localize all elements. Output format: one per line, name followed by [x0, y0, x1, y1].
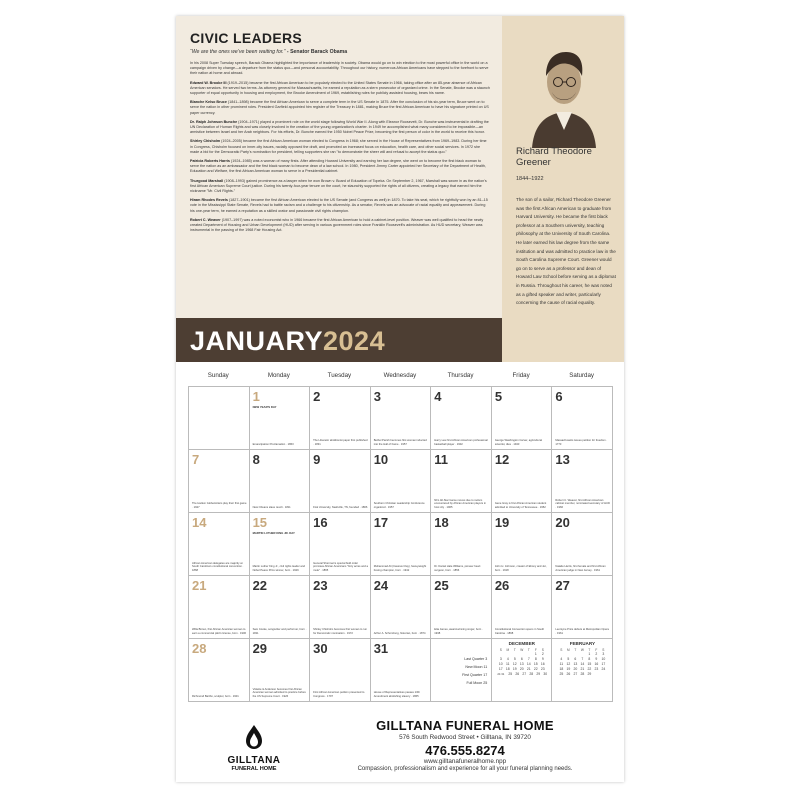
mini-day: 4 [506, 657, 509, 661]
feature-name: Richard Theodore Greener [516, 146, 592, 168]
day-event: Constitutional Convention opens in South Carolina · 1868 [494, 628, 545, 635]
mini-weekday: T [588, 648, 591, 652]
holiday-label: MARTIN LUTHER KING JR. DAY [252, 531, 295, 535]
bio-paragraph [190, 100, 490, 116]
mini-day: 16 [540, 662, 545, 666]
mini-weekday: T [513, 648, 516, 652]
business-name: GILLTANA FUNERAL HOME [376, 718, 554, 733]
day-number: 29 [252, 641, 268, 656]
bio-text: (1924–1985) was a woman of many firsts. After attending Howard University and earning her law degree, she went on to become the first black woman to serve the nation as an ambassador and the first black woman to become dean of a law school. In 1980, President Jimmy Carter appointed her Secretary of the Department of Health, Education and Welfare, the first African American woman to serve in a Presidential cabinet. [190, 159, 486, 174]
day-number: 16 [313, 515, 328, 530]
logo-name: GILLTANA [227, 755, 281, 766]
weekday-label: Wednesday [383, 372, 417, 379]
mini-day: 26 [515, 672, 520, 676]
day-number: 1 [252, 389, 260, 404]
mini-day: 11 [506, 662, 510, 666]
mini-day: 7 [527, 657, 530, 661]
mini-day: 4 [560, 657, 563, 661]
mini-day: 12 [566, 662, 571, 666]
mini-day: 13 [573, 662, 578, 666]
mini-weekday: W [580, 648, 584, 652]
day-event: The Harlem Globetrotters play their first game · 1927 [192, 502, 247, 509]
weekday-label: Monday [267, 372, 290, 379]
mini-day: 21 [580, 667, 585, 671]
day-event: Dr. Daniel Hale Williams, pioneer heart surgeon, born · 1856 [434, 565, 481, 572]
day-number: 17 [373, 515, 389, 530]
mini-day: 28 [580, 672, 585, 676]
ad-copy [330, 718, 600, 772]
mini-day: 10 [601, 657, 606, 661]
day-cell [552, 387, 613, 450]
day-cell [250, 639, 311, 702]
day-number: 25 [434, 578, 449, 593]
bio-text: (1908–1993) gained prominence as a lawyer when he won Brown v. Board of Education of Topeka. On September 2, 1967, Marshall was sworn in as the nation's first African American Supreme Court justice. During his twenty-four-year tenure on the court, he staunchly supported the rights of all citizens, creating a legacy that earned him the nickname "Mr. Civil Rights." [190, 178, 487, 194]
day-number: 28 [192, 641, 207, 656]
mini-day: 24 31 [497, 672, 505, 676]
mini-day: 25 [559, 672, 564, 676]
day-event: Robert C. Weaver, first African American cabinet member, nominated secretary of HUD · 1966 [555, 499, 610, 509]
mini-day: 8 [534, 657, 537, 661]
day-event: Shirley Chisholm becomes first woman to run for Democratic nomination · 1972 [313, 628, 368, 635]
moon-phase: Full Moon 25 [466, 681, 488, 685]
feature-bio: The son of a sailor, Richard Theodore Greener was the first African American to graduate from Harvard University. He became the first black professor at a Southern university, teaching philosophy at the University of South Carolina. He later earned his law degree from the same institution and was admitted to practice law in the South Carolina Supreme Court. Greener would go on to serve as a professor and dean of Howard Law School before serving as a diplomat in Russia. Throughout his career, he was noted as a gifted speaker and writer, particularly concerning the cause of racial equality. [516, 197, 616, 306]
mini-day: 11 [559, 662, 564, 666]
day-number: 26 [494, 578, 510, 593]
bio-paragraph [190, 218, 490, 234]
mini-day: 18 [559, 667, 564, 671]
logo-subtitle: FUNERAL HOME [231, 766, 277, 772]
mini-day: 9 [595, 657, 598, 661]
business-address: 576 South Redwood Street • Gilltana, IN 39720 [399, 734, 531, 741]
bio-paragraph [190, 61, 490, 77]
day-event: Gene Gray is first African American student admitted to University of Tennessee · 1952 [494, 502, 547, 509]
day-event: The Liberator abolitionist paper first published · 1831 [313, 439, 368, 446]
mini-day: 29 [536, 672, 541, 676]
flame-icon [244, 724, 264, 750]
mini-day: 23 [594, 667, 599, 671]
day-cell [552, 576, 613, 639]
mini-day: 25 [508, 672, 513, 676]
mini-calendar [552, 641, 612, 677]
mini-day: 18 [505, 667, 510, 671]
business-phone: 476.555.8274 [425, 743, 505, 758]
day-number: 2 [313, 389, 321, 404]
bio-paragraph [190, 120, 490, 136]
mini-day: 2 [595, 652, 598, 656]
weekday-label: Sunday [207, 372, 229, 379]
mini-day: 6 [574, 657, 577, 661]
mini-calendar-cell [492, 639, 553, 702]
mini-day: 19 [566, 667, 571, 671]
day-cell [431, 387, 492, 450]
day-event: Arthur A. Schomburg, historian, born · 1874 [373, 631, 426, 635]
mini-day [593, 672, 600, 677]
mini-day: 24 [601, 667, 606, 671]
mini-day: 8 [588, 657, 591, 661]
day-event: Southern Christian Leadership Conference organized · 1957 [373, 502, 425, 509]
bio-text: (1924–2005) became the first African American woman elected to Congress in 1968; she served in the House of Representatives from 1969–1983. During her time in Congress, Chisholm focused on inner-city issues, racially opposed the draft, and promoted an increased focus on education, health care, and other social services. In 1972 she made a bid for the Democratic Party's nomination for president, telling supporters she ran "to demonstrate the sheer will and refusal to accept the status quo." [190, 139, 487, 154]
day-number: 3 [373, 389, 381, 404]
day-number: 7 [192, 452, 200, 467]
day-cell [431, 576, 492, 639]
day-cell [492, 576, 553, 639]
mini-weekday: T [527, 648, 530, 652]
mini-day: 14 [580, 662, 585, 666]
mini-weekday: T [574, 648, 577, 652]
day-number: 21 [192, 578, 207, 593]
day-number: 6 [555, 389, 563, 404]
day-event: Willa Brown, first African American woman to earn a commercial pilot's license, born · 1906 [192, 628, 246, 635]
mini-week [492, 672, 552, 677]
day-number: 4 [434, 389, 442, 404]
mini-day: 20 [519, 667, 524, 671]
month-banner [176, 318, 502, 362]
mini-day: 15 [587, 662, 592, 666]
mini-day: 23 [540, 667, 545, 671]
bio-paragraph [190, 159, 490, 175]
day-cell [431, 513, 492, 576]
mini-weekday: M [567, 648, 570, 652]
funeral-home-logo [214, 724, 294, 772]
bio-text: In his 2008 Super Tuesday speech, Barack Obama highlighted the importance of leadership in society. Obama would go on to win election to the most powerful office in the world on a campaign driven by change—a departure from the status quo—and personal accountability. Throughout our history, numerous African Americans have stepped to the forefront to serve their nation at home and abroad. [190, 61, 489, 76]
mini-day: 20 [573, 667, 578, 671]
day-event: Violette & Anderson becomes first African American woman admitted to practice before the US Supreme Court · 1926 [252, 688, 306, 698]
feature-years: 1844–1922 [516, 176, 544, 182]
calendar-week [189, 450, 613, 513]
bio-name: Shirley Chisholm [190, 139, 221, 144]
bio-paragraph [190, 179, 490, 195]
bios-list [190, 61, 490, 237]
day-event: Harry Lew first African American professional basketball player · 1902 [434, 439, 488, 446]
mini-day: 28 [529, 672, 534, 676]
bio-text: (1904–1971) played a prominent role on the world stage following World War II. Along with Eleanor Roosevelt, Dr. Bunche was instrumental in drafting the UN Declaration of Human Rights and was closely involved in the creation of the young organization's charter. In 1949 he accomplished what many considered to be impossible—an armistice between Israel and her Arab neighbors. For his efforts, Dr. Bunche earned the 1950 Nobel Peace Prize, becoming the first person of color in the world to receive this honor. [190, 119, 489, 135]
mini-weekday: S [499, 648, 502, 652]
day-number: 8 [252, 452, 260, 467]
mini-day: 5 [513, 657, 516, 661]
mini-day: 13 [519, 662, 524, 666]
mini-day: 1 [534, 652, 537, 656]
day-number: 24 [373, 578, 389, 593]
day-number: 10 [373, 452, 389, 467]
mini-calendar-cell [552, 639, 613, 702]
mini-day: 19 [512, 667, 517, 671]
day-event: Muhammad Ali (Cassius Clay), heavyweight boxing champion, born · 1942 [373, 565, 427, 572]
portrait-image [518, 38, 610, 148]
business-tagline: Compassion, professionalism and experience for all your funeral planning needs. [357, 766, 573, 772]
day-cell [492, 387, 553, 450]
mini-weekday: S [602, 648, 605, 652]
day-event: Leontyne Price debuts at Metropolitan Opera · 1961 [555, 628, 609, 635]
mini-day [600, 672, 607, 677]
mini-day: 21 [526, 667, 531, 671]
day-number: 18 [434, 515, 449, 530]
day-cell [310, 513, 371, 576]
day-event: Natalie Harris, first female and first African American judge in New Jersey · 1961 [555, 565, 606, 572]
calendar-week [189, 513, 613, 576]
day-number: 5 [494, 389, 503, 404]
mini-weekday: W [520, 648, 524, 652]
mini-day: 14 [526, 662, 531, 666]
bio-paragraph [190, 198, 490, 214]
day-number: 11 [434, 452, 448, 467]
day-event: New Orleans slave revolt · 1811 [252, 505, 291, 509]
weekday-label: Friday [512, 372, 530, 379]
bio-name: Thurgood Marshall [190, 178, 224, 183]
mini-calendar-title: FEBRUARY [569, 641, 596, 646]
day-event: Sam Cooke, songwriter and performer, born · 1931 [252, 628, 307, 635]
day-cell [310, 639, 371, 702]
mini-day: 10 [498, 662, 503, 666]
day-event: NFL All-Star Game moves due to racism encountered by African American players in host city · 1965 [434, 499, 486, 509]
weekday-label: Thursday [447, 372, 474, 379]
mini-weekday: S [541, 648, 544, 652]
section-title: CIVIC LEADERS [190, 30, 303, 46]
day-cell [552, 513, 613, 576]
day-number: 27 [555, 578, 570, 593]
day-event: George Washington Carver, agricultural scientist, dies · 1943 [494, 439, 542, 446]
day-event: Richmond Barthé, sculptor, born · 1901 [192, 694, 239, 698]
mini-day: 26 [566, 672, 571, 676]
mini-weekday: M [506, 648, 510, 652]
mini-day: 29 [587, 672, 592, 676]
bio-name: Dr. Ralph Johnson Bunche [190, 119, 238, 124]
mini-day: 1 [588, 652, 591, 656]
mini-day: 22 [533, 667, 538, 671]
day-number: 23 [313, 578, 328, 593]
mini-weekday: F [595, 648, 598, 652]
day-cell [371, 450, 432, 513]
moon-phases [431, 639, 491, 701]
holiday-label: NEW YEAR'S DAY [252, 405, 277, 409]
day-number: 31 [373, 641, 389, 656]
mini-calendar [492, 641, 552, 677]
day-event: Massachusetts issues petition for freedom · 1773 [555, 439, 608, 446]
mini-day: 6 [520, 657, 523, 661]
day-cell [492, 450, 553, 513]
bio-name: Blanche Kelso Bruce [190, 100, 227, 105]
mini-weekday: F [534, 648, 537, 652]
civic-leaders-panel [176, 16, 502, 318]
bio-name: Hiram Rhodes Revels [190, 198, 228, 203]
day-event: John H. Johnson, creator of Ebony and Jet, born · 1918 [494, 565, 547, 572]
quote: “We are the ones we’ve been waiting for.” - Senator Barack Obama [190, 49, 348, 55]
day-cell [371, 576, 432, 639]
mini-week [552, 672, 612, 677]
day-number: 15 [252, 515, 268, 530]
day-number: 30 [313, 641, 328, 656]
moon-phases-cell [431, 639, 492, 702]
mini-day: 9 [541, 657, 544, 661]
mini-weekday: S [560, 648, 563, 652]
bio-paragraph [190, 139, 490, 155]
day-cell [189, 639, 250, 702]
mini-day: 17 [601, 662, 606, 666]
day-number: 9 [313, 452, 321, 467]
day-cell [492, 513, 553, 576]
calendar-page [176, 16, 624, 782]
mini-day: 15 [533, 662, 538, 666]
business-website: www.gilltanafuneralhome.npp [423, 758, 507, 765]
hero-section [176, 16, 624, 362]
weekday-label: Saturday [569, 372, 595, 379]
advertiser-footer [176, 716, 624, 782]
day-event: Etta James, award-winning singer, born · 1938 [434, 628, 483, 635]
calendar-grid [188, 386, 613, 702]
day-event: First African American petition presented to Congress · 1797 [313, 691, 365, 698]
day-event: Fisk University, Nashville, TN, founded · 1866 [313, 505, 368, 509]
mini-day: 2 [541, 652, 544, 656]
bio-paragraph [190, 81, 490, 97]
day-number: 12 [494, 452, 510, 467]
mini-day: 7 [581, 657, 584, 661]
day-cell [371, 639, 432, 702]
day-cell [189, 513, 250, 576]
mini-day: 27 [573, 672, 578, 676]
day-number: 20 [555, 515, 570, 530]
weekday-label: Tuesday [327, 372, 352, 379]
day-event: General Sherman's special field order promises African Americans "forty acres and a mule" · 1865 [313, 562, 368, 572]
mini-day: 12 [512, 662, 517, 666]
bio-text: (1841–1898) became the first African American to serve a complete term in the US Senate in 1875. After the conclusion of his six-year term, Bruce went on to serve the nation in other prominent roles. President Garfield appointed him register of the Treasury in 1881, making Bruce the first African American to have his signature printed on US paper currency. [190, 100, 489, 115]
day-cell [250, 513, 311, 576]
mini-day: 3 [602, 652, 605, 656]
day-cell [250, 387, 311, 450]
day-cell [310, 387, 371, 450]
feature-panel [502, 16, 624, 362]
day-event: Martin Luther King Jr., civil rights leader and Nobel Peace Prize winner, born · 1929 [252, 565, 305, 572]
bio-name: Patricia Roberts Harris [190, 159, 230, 164]
mini-day: 16 [594, 662, 599, 666]
mini-day: 27 [522, 672, 527, 676]
mini-calendar-title: DECEMBER [508, 641, 535, 646]
day-cell [310, 576, 371, 639]
day-cell [310, 450, 371, 513]
day-cell [371, 387, 432, 450]
day-event: House of Representatives passes 13th Amendment abolishing slavery · 1865 [373, 691, 420, 698]
mini-day: 3 [499, 657, 502, 661]
month-title: JANUARY2024 [190, 326, 386, 356]
mini-day: 5 [567, 657, 570, 661]
bio-text: (1827–1901) became the first African American elected to the US Senate (and Congress as well) in 1870. To take his seat, which he rightfully won by an 81–15 vote in the Mississippi State Senate, Revels had to battle racism and a challenge to his citizenship. As a senator, Revels was an advocate of racial equality and appeasement. During his one-year term, he earned a reputation as a skilled orator and passionate civil rights champion. [190, 198, 488, 213]
bio-text: (1919–2015) became the first African American to be popularly elected to the United States Senate in 1966, taking office after an 85-year absence of African American senators. He served two terms. As attorney general for Massachusetts, he earned a reputation as a stern prosecutor of organized crime. In the Senate, Brooke was a staunch supporter of equal opportunity in housing and employment, the Brooke Amendment of 1969, establishing rules for publicly assisted housing, bears his name. [190, 80, 490, 96]
day-cell [431, 450, 492, 513]
day-number: 19 [494, 515, 510, 530]
day-event: Emancipation Proclamation · 1863 [252, 442, 294, 446]
calendar-week [189, 387, 613, 450]
day-cell [552, 450, 613, 513]
day-number: 14 [192, 515, 207, 530]
calendar-week [189, 576, 613, 639]
day-event: African American delegates are majority at South Carolina's constitutional convention · 1868 [192, 562, 244, 572]
weekday-header [188, 372, 612, 384]
day-number: 22 [252, 578, 268, 593]
bio-name: Edward W. Brooke III [190, 80, 227, 85]
day-cell [371, 513, 432, 576]
calendar-week [189, 639, 613, 702]
mini-day: 22 [587, 667, 592, 671]
day-cell [250, 450, 311, 513]
bio-name: Robert C. Weaver [190, 217, 221, 222]
moon-phase: New Moon 11 [465, 665, 488, 669]
day-event: Bethel Parish becomes first woman inducted into the Hall of Fame · 1957 [373, 439, 427, 446]
mini-day: 17 [498, 667, 503, 671]
day-cell [189, 450, 250, 513]
day-cell [189, 576, 250, 639]
bio-text: (1907–1997) was a noted economist who in 1966 became the first African American to hold a cabinet-level position. Weaver was well qualified to head the newly created Department of Housing and Urban Development (HUD) after serving in various government roles since Franklin Roosevelt's administration. As HUD secretary, Weaver was instrumental in the passing of the 1968 Fair Housing Act. [190, 217, 484, 233]
day-number: 13 [555, 452, 570, 467]
moon-phase: Last Quarter 3 [464, 657, 488, 661]
day-cell [250, 576, 311, 639]
mini-day: 30 [543, 672, 548, 676]
moon-phase: First Quarter 17 [462, 673, 488, 677]
day-cell [189, 387, 250, 450]
